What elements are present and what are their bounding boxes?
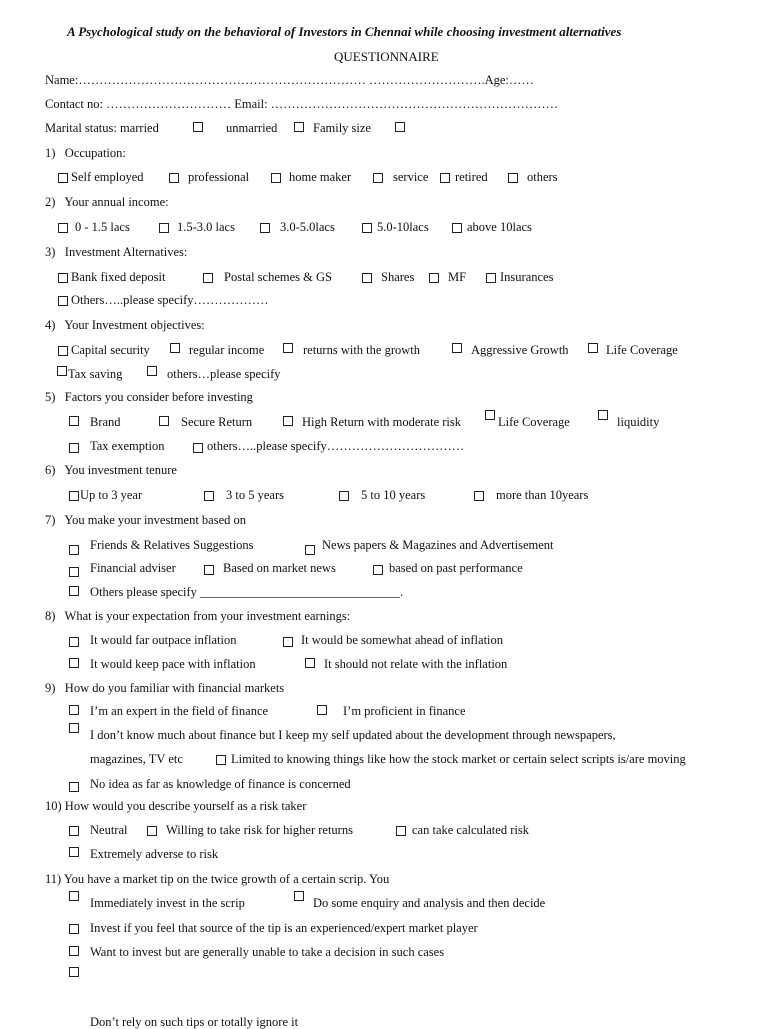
option-label: service [393,170,429,184]
option-label: Extremely adverse to risk [90,847,219,861]
option-label: Insurances [500,270,554,284]
option-label: Tax saving [68,367,123,381]
option-label: MF [448,270,467,284]
option-label: 3.0-5.0lacs [280,220,335,234]
option-label: Shares [381,270,415,284]
checkbox-pace-with-inflation[interactable] [69,658,79,668]
checkbox-limited-knowledge[interactable] [216,755,226,765]
checkbox-tax-exemption[interactable] [69,443,79,453]
option-label: Based on market news [223,561,336,575]
checkbox-no-idea[interactable] [69,782,79,792]
checkbox-experienced-source[interactable] [69,924,79,934]
option-label: Friends & Relatives Suggestions [90,538,254,552]
checkbox-not-relate-inflation[interactable] [305,658,315,668]
option-label: others [527,170,558,184]
option-label: I don’t know much about finance but I keep my self updated about the development through newspapers, [90,728,616,742]
checkbox-enquiry-analysis[interactable] [294,891,304,901]
option-label: Limited to knowing things like how the stock market or certain select scripts is/are moving [231,752,686,766]
checkbox-income-1.5-3[interactable] [159,223,169,233]
checkbox-high-return[interactable] [283,416,293,426]
question-10: 10) How would you describe yourself as a risk taker [45,799,307,813]
option-label: Bank fixed deposit [71,270,166,284]
option-label: 3 to 5 years [226,488,284,502]
checkbox-others[interactable] [508,173,518,183]
checkbox-tax-saving[interactable] [57,366,67,376]
family-size-label: Family size [313,121,371,135]
option-label: others…..please specify…………………………… [207,439,465,453]
option-label: more than 10years [496,488,589,502]
option-label: No idea as far as knowledge of finance is concerned [90,777,351,791]
checkbox-upto-3-years[interactable] [69,491,79,501]
question-6: 6) You investment tenure [45,463,177,477]
unmarried-checkbox[interactable] [294,122,304,132]
checkbox-professional[interactable] [169,173,179,183]
option-label: retired [455,170,488,184]
checkbox-unable-decide[interactable] [69,946,79,956]
checkbox-past-performance[interactable] [373,565,383,575]
checkbox-service[interactable] [373,173,383,183]
checkbox-life-coverage-factor[interactable] [485,410,495,420]
option-label: Don’t rely on such tips or totally ignore it [90,1015,299,1029]
checkbox-market-news[interactable] [204,565,214,575]
checkbox-shares[interactable] [362,273,372,283]
option-label: Life Coverage [606,343,678,357]
checkbox-factors-others[interactable] [193,443,203,453]
option-label: Want to invest but are generally unable to take a decision in such cases [90,945,445,959]
option-label: 1.5-3.0 lacs [177,220,235,234]
question-1: 1) Occupation: [45,146,126,160]
checkbox-newspapers-magazines[interactable] [305,545,315,555]
question-9: 9) How do you familiar with financial markets [45,681,285,695]
option-label: Self employed [71,170,144,184]
option-label: home maker [289,170,352,184]
checkbox-liquidity[interactable] [598,410,608,420]
option-label: 0 - 1.5 lacs [75,220,130,234]
option-label: liquidity [617,415,660,429]
checkbox-5-to-10-years[interactable] [339,491,349,501]
question-5: 5) Factors you consider before investing [45,390,253,404]
option-label: based on past performance [389,561,523,575]
option-label: Others…..please specify……………… [71,293,269,307]
checkbox-returns-growth[interactable] [283,343,293,353]
option-label: 5.0-10lacs [377,220,429,234]
option-label: Invest if you feel that source of the tip is an experienced/expert market player [90,921,478,935]
checkbox-income-5-10[interactable] [362,223,372,233]
question-7: 7) You make your investment based on [45,513,247,527]
option-label: I’m proficient in finance [343,704,466,718]
checkbox-proficient-finance[interactable] [317,705,327,715]
option-label: returns with the growth [303,343,420,357]
question-3: 3) Investment Alternatives: [45,245,188,259]
question-8: 8) What is your expectation from your investment earnings: [45,609,351,623]
checkbox-ignore-tips[interactable] [69,967,79,977]
option-label: It would far outpace inflation [90,633,237,647]
option-label: Aggressive Growth [471,343,569,357]
questionnaire-heading: QUESTIONNAIRE [334,49,439,64]
option-label: Brand [90,415,121,429]
checkbox-neutral[interactable] [69,826,79,836]
checkbox-others-specify[interactable] [58,296,68,306]
checkbox-retired[interactable] [440,173,450,183]
option-label: regular income [189,343,265,357]
checkbox-friends-relatives[interactable] [69,545,79,555]
option-label: professional [188,170,250,184]
option-label: High Return with moderate risk [302,415,461,429]
checkbox-income-above-10[interactable] [452,223,462,233]
option-label: Financial adviser [90,561,176,575]
checkbox-home-maker[interactable] [271,173,281,183]
checkbox-self-employed[interactable] [58,173,68,183]
option-label: Immediately invest in the scrip [90,896,245,910]
option-label: can take calculated risk [412,823,529,837]
checkbox-financial-adviser[interactable] [69,567,79,577]
checkbox-more-than-10-years[interactable] [474,491,484,501]
option-label: Do some enquiry and analysis and then decide [313,896,546,910]
checkbox-expert-finance[interactable] [69,705,79,715]
question-11: 11) You have a market tip on the twice growth of a certain scrip. You [45,872,390,886]
question-2: 2) Your annual income: [45,195,169,209]
checkbox-regular-income[interactable] [170,343,180,353]
option-label: others…please specify [167,367,281,381]
checkbox-bank-fd[interactable] [58,273,68,283]
married-checkbox[interactable] [193,122,203,132]
checkbox-invest-immediately[interactable] [69,891,79,901]
unmarried-label: unmarried [226,121,278,135]
option-label: Willing to take risk for higher returns [166,823,353,837]
checkbox-insurances[interactable] [486,273,496,283]
checkbox-objectives-others[interactable] [147,366,157,376]
checkbox-outpace-inflation[interactable] [69,637,79,647]
option-label: Neutral [90,823,128,837]
option-label: It would keep pace with inflation [90,657,256,671]
question-4: 4) Your Investment objectives: [45,318,205,332]
checkbox-postal-schemes[interactable] [203,273,213,283]
option-label: Capital security [71,343,150,357]
contact-email-field[interactable]: Contact no: ………………………… Email: …………………………………………………………… [45,97,559,111]
checkbox-calculated-risk[interactable] [396,826,406,836]
option-label: Life Coverage [498,415,570,429]
option-label: above 10lacs [467,220,532,234]
family-size-checkbox[interactable] [395,122,405,132]
marital-status-label: Marital status: married [45,121,159,135]
checkbox-willing-risk[interactable] [147,826,157,836]
checkbox-income-3-5[interactable] [260,223,270,233]
option-label: Tax exemption [90,439,165,453]
option-label: Secure Return [181,415,253,429]
checkbox-income-0-1.5[interactable] [58,223,68,233]
option-label: I’m an expert in the field of finance [90,704,269,718]
checkbox-mf[interactable] [429,273,439,283]
checkbox-secure-return[interactable] [159,416,169,426]
option-label: Postal schemes & GS [224,270,332,284]
checkbox-life-coverage[interactable] [588,343,598,353]
checkbox-keep-updated[interactable] [69,723,79,733]
option-label: Up to 3 year [80,488,143,502]
option-label: It would be somewhat ahead of inflation [301,633,504,647]
option-label: magazines, TV etc [90,752,183,766]
document-title: A Psychological study on the behavioral of Investors in Chennai while choosing investment alternatives [67,24,622,39]
checkbox-aggressive-growth[interactable] [452,343,462,353]
checkbox-others-please-specify[interactable] [69,586,79,596]
option-label: Others please specify ________________________________. [90,585,404,599]
checkbox-3-to-5-years[interactable] [204,491,214,501]
option-label: 5 to 10 years [361,488,426,502]
checkbox-brand[interactable] [69,416,79,426]
option-label: It should not relate with the inflation [324,657,508,671]
checkbox-capital-security[interactable] [58,346,68,356]
checkbox-ahead-of-inflation[interactable] [283,637,293,647]
option-label: News papers & Magazines and Advertisement [322,538,554,552]
name-age-field[interactable]: Name:…………………………………………………………… ……………………….Age:…… [45,73,534,87]
checkbox-adverse-risk[interactable] [69,847,79,857]
